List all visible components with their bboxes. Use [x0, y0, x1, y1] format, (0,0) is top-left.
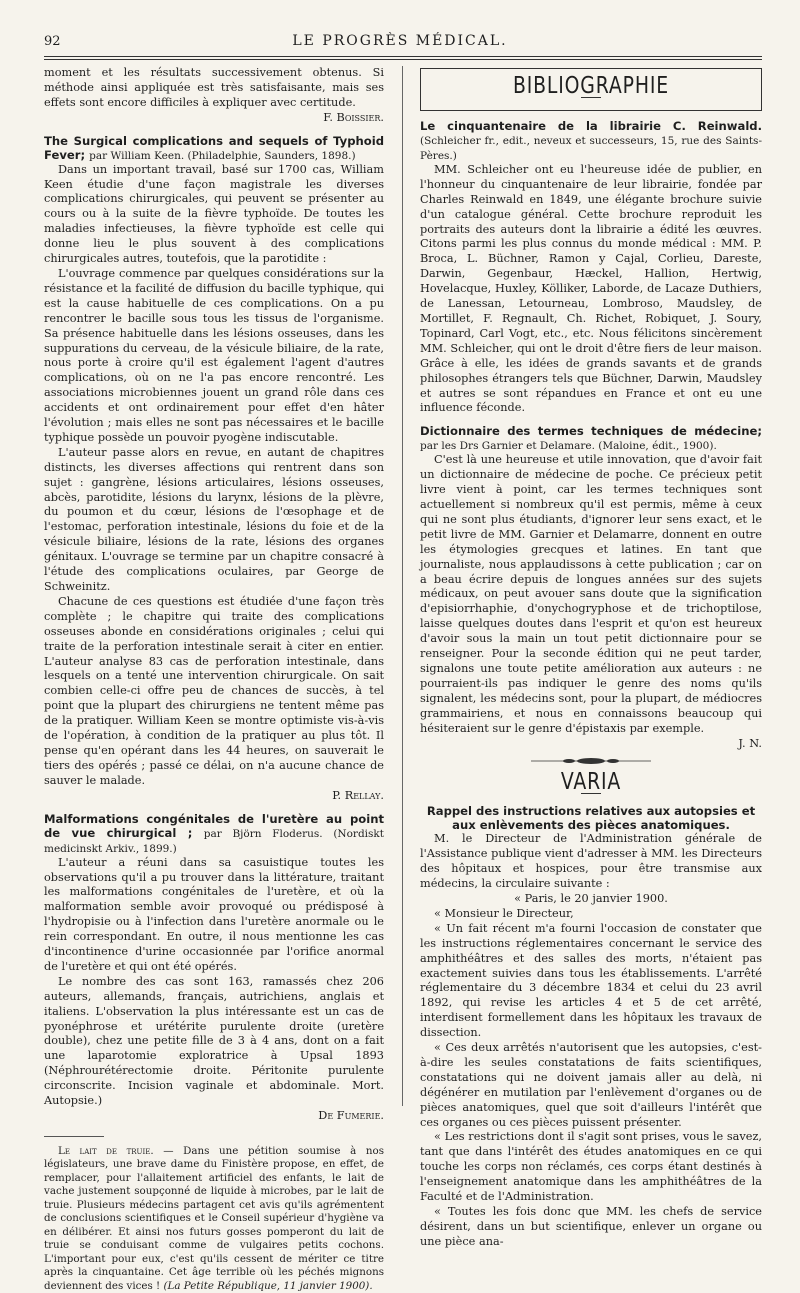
- footnote-rule: [44, 1136, 104, 1137]
- running-title: LE PROGRÈS MÉDICAL.: [292, 33, 508, 49]
- article-title: [44, 134, 384, 163]
- page-number: 92: [44, 34, 61, 49]
- article-title: [44, 812, 384, 856]
- article2-signature: De Fumerie.: [318, 1109, 384, 1122]
- varia-paragraph: « Les restrictions dont il s'agit sont prises, vous le savez, tant que dans l'intérêt des études anatomiques en ce qui touche les corps non réclamés, ces corps étant destinés à l'enseignement anatomique dans les amphithéâtres de la Faculté et de l'Administration.: [420, 1130, 762, 1204]
- varia-paragraph: « Un fait récent m'a fourni l'occasion de constater que les instructions réglementaires concernant le service des amphithéâtres et des salles des morts, n'étaient pas exactement suivies dans tous les établissements. L'arrêté réglementaire du 3 décembre 1834 et celui du 23 avril 1892, qui revise les articles 4 et 5 de cet arrêté, interdisent formellement dans les hôpitaux les travaux de dissection.: [420, 921, 762, 1040]
- footnote-text: — Dans une pétition soumise à nos législateurs, une brave dame du Finistère propose, en effet, de remplacer, pour l'allaitement artificiel des enfants, le lait de vache justement soupçonné de liquide à microbes, par le lait de truie. Plusieurs médecins partagent cet avis qu'ils agrémentent de conclusions scientifiques et le Conseil supérieur d'hygiène va en délibérer. Et ainsi nos futurs gosses pomperont du lait de truie se conduisant comme de vulgaires petits cochons. L'important pour eux, c'est qu'ils cessent de mériter ce titre après la cinquantaine. Cet âge terrible où les péchés mignons deviennent des vices !: [44, 1144, 384, 1292]
- intro-signature: F. Boissier.: [323, 110, 384, 124]
- ornament-icon: [531, 757, 651, 765]
- intro-paragraph: moment et les résultats successivement obtenus. Si méthode ainsi appliquée est très satisfaisante, mais ses effets sont encore difficiles à expliquer avec certitude.: [44, 66, 384, 109]
- footnote: [44, 1145, 384, 1293]
- biblio2-byline: par les Drs Garnier et Delamare. (Maloine, édit., 1900).: [420, 440, 717, 453]
- article2-paragraph: Le nombre des cas sont 163, ramassés chez 206 auteurs, allemands, français, autrichiens, anglais et italiens. L'observation la plus intéressante est un cas de pyonéphrose et urétérite purulente droite (uretère double), chez une petite fille de 3 à 4 ans, dont on a fait une laparotomie exploratrice à Upsal 1893 (Néphrourétérectomie droite. Péritonite purulente circonscrite. Incision vaginale et abdominale. Mort. Autopsie.): [44, 974, 384, 1108]
- article1-paragraph: L'ouvrage commence par quelques considérations sur la résistance et la facilité de diffusion du bacille typhique, qui est la cause habituelle de ces complications. On a pu rencontrer le bacille sous tous les tissus de l'organisme. Sa présence habituelle dans les lésions osseuses, dans les suppurations du cerveau, de la vésicule biliaire, de la rate, nous porte à croire qu'il est également l'agent d'autres complications, où on ne l'a pas encore rencontré. Les associations microbiennes jouent un grand rôle dans ces accidents et ont ordinairement pour effet d'en hâter l'évolution ; mais elles ne sont pas nécessaires et le bacille typhique possède un pouvoir pyogène indiscutable.: [44, 266, 384, 444]
- article1-signature: P. Rellay.: [332, 788, 384, 802]
- footnote-lead: Le lait de truie.: [58, 1144, 154, 1157]
- varia-paragraph: M. le Directeur de l'Administration générale de l'Assistance publique vient d'adresser à MM. les Directeurs des hôpitaux et hospices, pour être transmise aux médecins, la circulaire suivante :: [420, 832, 762, 891]
- bibliographie-heading-box: [420, 68, 762, 111]
- article2-paragraph: L'auteur a réuni dans sa casuistique toutes les observations qu'il a pu trouver dans la littérature, traitant les malformations congénitales de l'uretère, et où la malformation semble avoir provoqué ou prédisposé à l'hydropisie ou à l'infection dans l'uretère anormale ou le rein correspondant. En outre, il nous mentionne les cas d'incontinence d'urine occasionnée par l'orifice anormal de l'uretère et qui ont été opérés.: [44, 855, 384, 973]
- article2-title: Malformations congénitales de l'uretère au point de vue chirurgical ;: [44, 811, 384, 840]
- varia-heading: VARIA: [560, 769, 622, 796]
- right-column: [420, 66, 762, 1250]
- article-title: [420, 119, 762, 163]
- biblio2-paragraph: C'est là une heureuse et utile innovation, que d'avoir fait un dictionnaire de médecine de poche. Ce précieux petit livre vient à point, car les termes techniques sont actuellement si nombreux qu'il est permis, même à ceux qui ne sont plus étudiants, d'ignorer leur sens exact, et le petit livre de MM. Garnier et Delamarre, donnent en outre les étymologies grecques et latines. En tant que journaliste, nous applaudissons à cette publication ; car on a beau écrire depuis de longues années sur des sujets médicaux, on peut avouer sans doute que la signification d'episiorrhaphie, d'onychogryphose et de trichoptilose, laisse quelques doutes dans l'esprit et qu'on est heureux d'avoir sous la main un tout petit dictionnaire pour se renseigner. Pour la seconde édition qui ne peut tarder, signalons une toute petite amélioration aux auteurs : ne pourraient-ils pas indiquer le genre des noms qu'ils signalent, les médecins sont, pour la plupart, de médiocres grammairiens, et nous en connaissons beaucoup qui hésiteraient sur le genre d'épistaxis par exemple.: [420, 453, 762, 735]
- footnote-source: (La Petite République, 11 janvier 1900).: [163, 1279, 373, 1292]
- article1-paragraph: Chacune de ces questions est étudiée d'une façon très complète ; le chapitre qui traite des complications osseuses abonde en considérations originales ; celui qui traite de la perforation intestinale serait à citer en entier. L'auteur analyse 83 cas de perforation intestinale, dans lesquels on a tenté une intervention chirurgicale. On sait combien celle-ci offre peu de chances de succès, à tel point que la plupart des chirurgiens ne tentent même pas de la pratiquer. William Keen se montre optimiste vis-à-vis de l'opération, à condition de la pratiquer au plus tôt. Il pense qu'en opérant dans les 44 heures, on sauverait le tiers des opérés ; passé ce délai, on n'a aucune chance de sauver le malade.: [44, 594, 384, 787]
- ornament-divider: [420, 757, 762, 765]
- article2-byline: par Björn Floderus. (Nordiskt medicinskt Arkiv., 1899.): [44, 827, 384, 855]
- column-divider: [402, 66, 403, 1106]
- biblio2-signature: J. N.: [738, 736, 762, 750]
- article1-paragraph: L'auteur passe alors en revue, en autant de chapitres distincts, les diverses affections qui rentrent dans son sujet : gangrène, lésions articulaires, lésions osseuses, abcès, parotidite, lésions du larynx, lésions de la plèvre, du poumon et du cœur, lésions de l'œsophage et de l'estomac, perforation intestinale, lésions du foie et de la vésicule biliaire, lésions de la rate, lésions des organes génitaux. L'ouvrage se termine par un chapitre consacré à l'étude des complications oculaires, par George de Schweinitz.: [44, 445, 384, 593]
- biblio2-title: Dictionnaire des termes techniques de médecine;: [420, 424, 762, 439]
- article1-paragraph: Dans un important travail, basé sur 1700 cas, William Keen étudie d'une façon magistrale les diverses complications chirurgicales, qui peuvent se présenter au cours ou à la suite de la fièvre typhoïde. De toutes les maladies infectieuses, la fièvre typhoïde est celle qui donne lieu le plus souvent à des complications chirurgicales autres, toutefois, que la parotidite :: [44, 162, 384, 266]
- varia-paragraph: « Toutes les fois donc que MM. les chefs de service désirent, dans un but scientifique, enlever un organe ou une pièce ana-: [420, 1205, 762, 1248]
- article1-title: The Surgical complications and sequels of Typhoid Fever;: [44, 133, 384, 162]
- biblio1-paragraph: MM. Schleicher ont eu l'heureuse idée de publier, en l'honneur du cinquantenaire de leur librairie, fondée par Charles Reinwald en 1849, une élégante brochure suivie d'un catalogue général. Cette brochure reproduit les portraits des auteurs dont la librairie a édité les œuvres. Citons parmi les plus connus du monde médical : MM. P. Broca, L. Büchner, Ramon y Cajal, Corlieu, Dareste, Darwin, Gegenbaur, Hæckel, Hallion, Hertwig, Hovelacque, Huxley, Kölliker, Laborde, de Lacaze Duthiers, de Lanessan, Letourneau, Lombroso, Maudsley, de Mortillet, F. Regnault, Ch. Richet, Robiquet, J. Soury, Topinard, Carl Vogt, etc., etc. Nous félicitons sincèrement MM. Schleicher, qui ont le droit d'être fiers de leur maison. Grâce à elle, les idées de grands savants et de grands philosophes étrangers tels que Büchner, Darwin, Maudsley et autres se sont répandues en France et ont eu une influence féconde.: [420, 162, 762, 415]
- bibliographie-heading: BIBLIOGRAPHIE: [513, 73, 669, 99]
- article-title: [420, 424, 762, 453]
- biblio1-title: Le cinquantenaire de la librairie C. Reinwald.: [420, 118, 762, 133]
- biblio1-byline: (Schleicher fr., edit., neveux et successeurs, 15, rue des Saints-Pères.): [420, 134, 762, 162]
- article1-byline: par William Keen. (Philadelphie, Saunders, 1898.): [89, 149, 356, 162]
- varia-paragraph: « Ces deux arrêtés n'autorisent que les autopsies, c'est-à-dire les seules constatations de faits scientifiques, constatations qui ne doivent jamais aller au delà, ni dégénérer en mutilation par l'enlèvement d'organes ou de pièces anatomiques, quel que soit d'ailleurs l'intérêt que ces organes ou ces pièces puissent présenter.: [420, 1041, 762, 1129]
- varia-title: Rappel des instructions relatives aux autopsies et aux enlèvements des pièces anatomiques.: [426, 804, 756, 833]
- left-column: [44, 66, 384, 1293]
- varia-salutation: « Monsieur le Directeur,: [434, 906, 574, 920]
- header-rule: [44, 56, 762, 60]
- varia-date: « Paris, le 20 janvier 1900.: [514, 891, 668, 905]
